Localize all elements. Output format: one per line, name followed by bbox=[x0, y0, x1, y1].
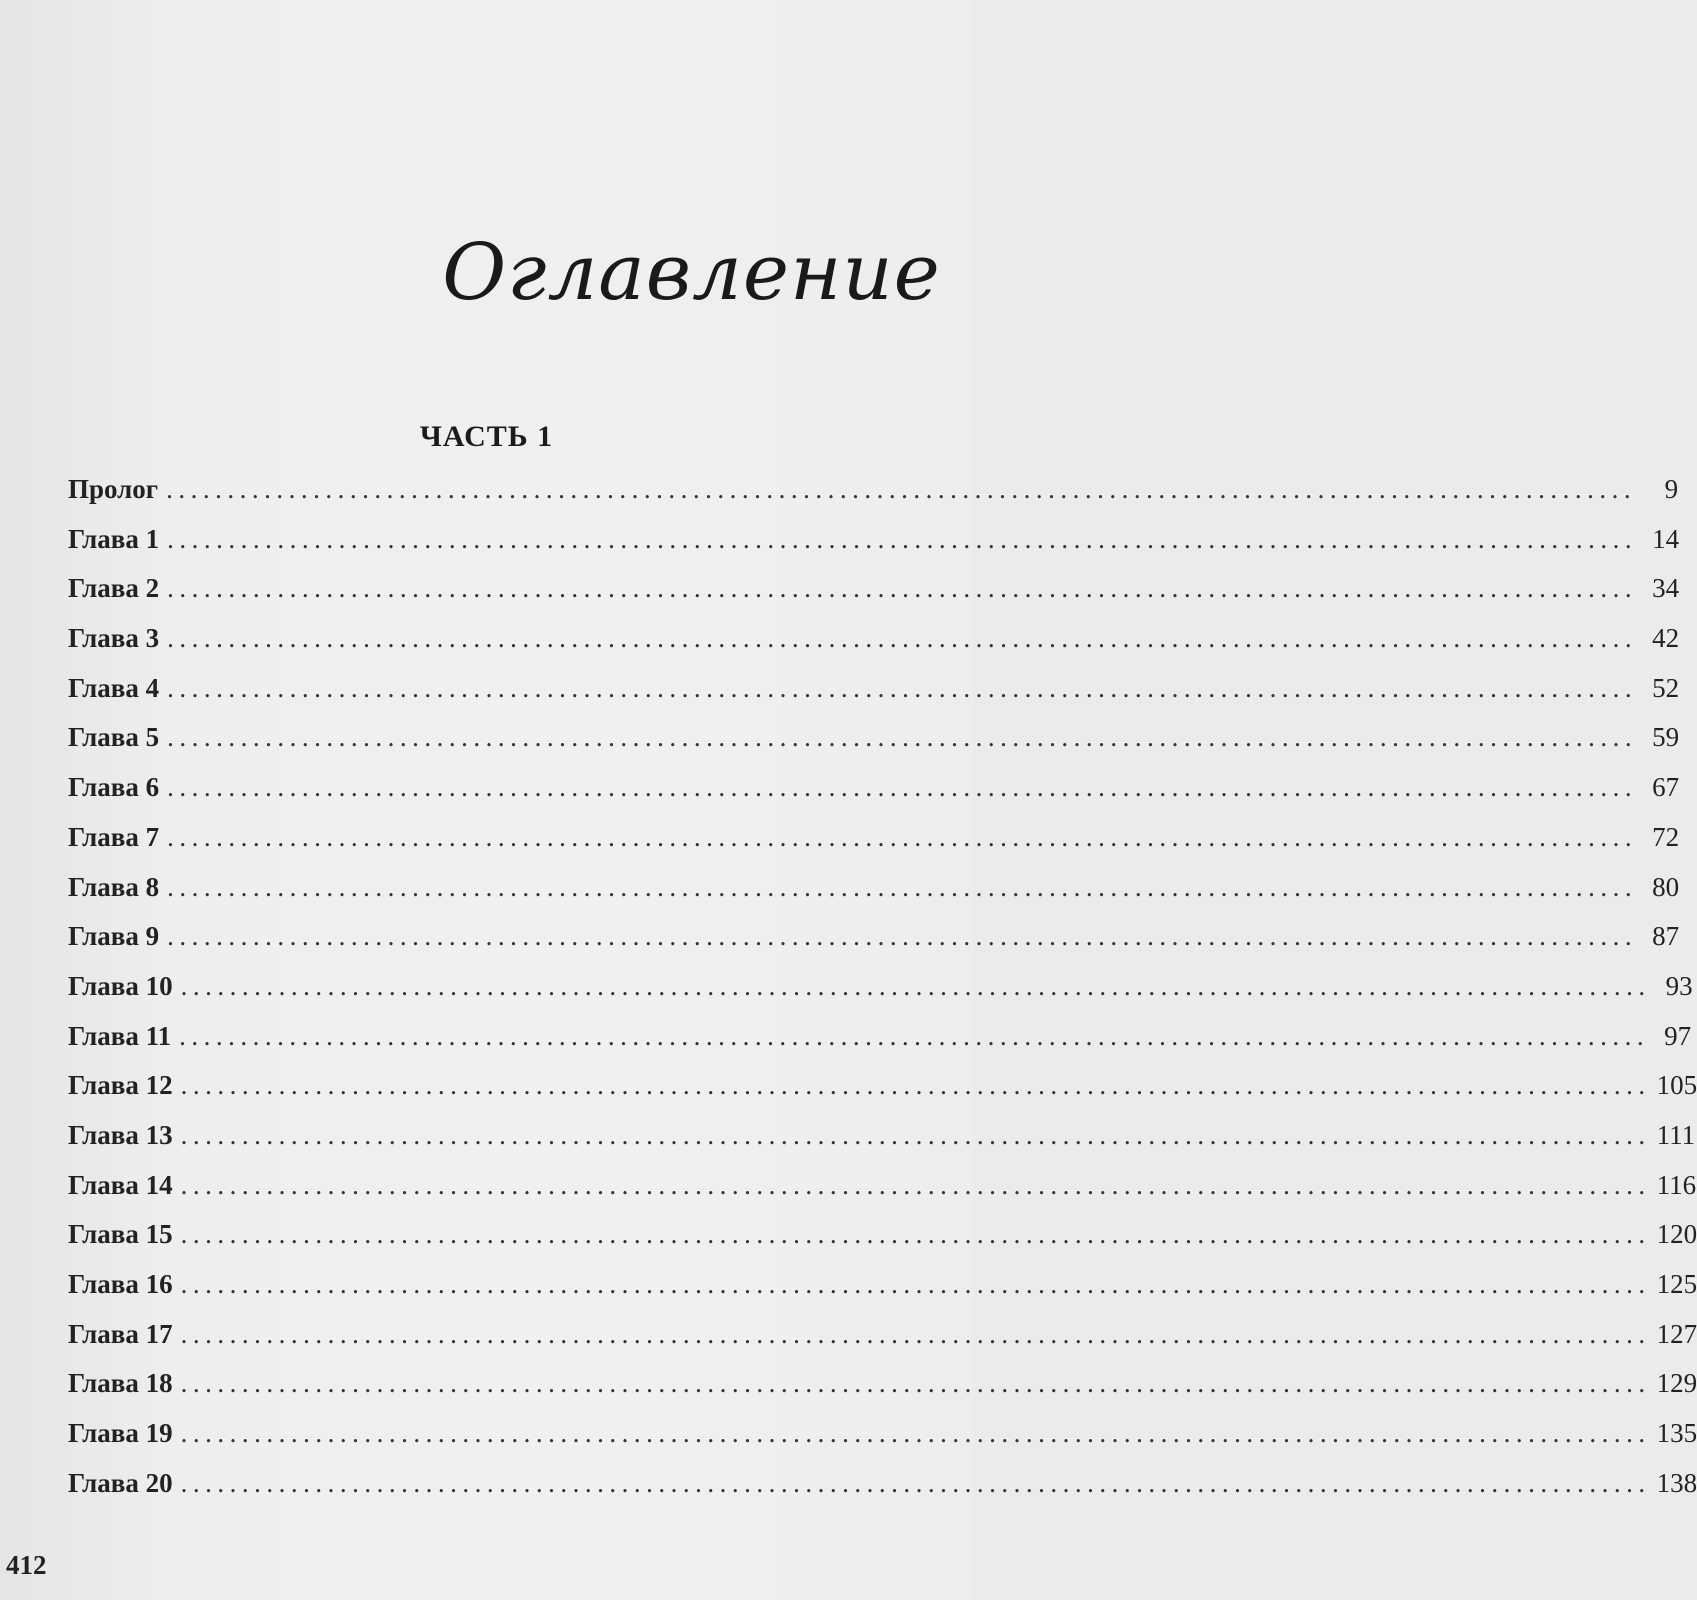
toc-entry-label: Глава 2 bbox=[68, 573, 160, 604]
toc-entry-label: Глава 15 bbox=[68, 1219, 173, 1250]
toc-entry bbox=[68, 621, 1680, 671]
dot-leader: ........................................................................................................................ bbox=[180, 1269, 1651, 1299]
dot-leader: ........................................................................................................................ bbox=[167, 871, 1638, 902]
toc-heading bbox=[0, 228, 973, 318]
toc-entry bbox=[68, 1466, 1697, 1516]
toc-entry bbox=[68, 1217, 1697, 1267]
toc-entry-page: 138 bbox=[1656, 1467, 1697, 1498]
toc-entry bbox=[68, 1019, 1692, 1069]
toc-entry-page: 67 bbox=[1652, 772, 1680, 803]
toc-entry-label: Глава 7 bbox=[68, 821, 160, 852]
toc-entry-page: 93 bbox=[1665, 970, 1693, 1001]
toc-entry-label: Глава 16 bbox=[68, 1269, 173, 1299]
toc-entry-page: 125 bbox=[1656, 1269, 1697, 1299]
page-number: 412 bbox=[6, 1550, 47, 1580]
dot-leader: ........................................................................................................................ bbox=[180, 1418, 1651, 1449]
dot-leader: ........................................................................................................................ bbox=[180, 1368, 1651, 1399]
toc-entry bbox=[68, 1168, 1697, 1218]
toc-entry bbox=[68, 1317, 1697, 1367]
part-title: ЧАСТЬ 1 bbox=[419, 420, 554, 453]
dot-leader: ........................................................................................................................ bbox=[180, 1467, 1651, 1498]
toc-entry-page: 129 bbox=[1656, 1368, 1697, 1399]
toc-entry-label: Глава 12 bbox=[68, 1070, 173, 1101]
toc-entry-label: Глава 5 bbox=[68, 722, 160, 753]
toc-entry bbox=[68, 1416, 1697, 1466]
toc-entry bbox=[68, 919, 1680, 969]
dot-leader: ........................................................................................................................ bbox=[180, 1318, 1651, 1349]
toc-entry-page: 111 bbox=[1656, 1119, 1696, 1150]
toc-entry-label: Глава 3 bbox=[68, 623, 160, 654]
dot-leader: ........................................................................................................................ bbox=[167, 672, 1638, 703]
toc-entry-page: 59 bbox=[1652, 722, 1680, 753]
toc-entry-label: Глава 17 bbox=[68, 1318, 173, 1349]
toc-entry-label: Глава 4 bbox=[68, 672, 160, 703]
toc-entry-label: Глава 9 bbox=[68, 921, 160, 952]
dot-leader: ........................................................................................................................ bbox=[180, 1070, 1651, 1101]
toc-entry bbox=[68, 720, 1680, 770]
dot-leader: ........................................................................................................................ bbox=[167, 573, 1638, 604]
toc-entry bbox=[68, 571, 1680, 621]
toc-entry bbox=[68, 522, 1680, 572]
toc-entry-label: Глава 8 bbox=[68, 871, 160, 902]
toc-entry-page: 116 bbox=[1656, 1169, 1697, 1200]
dot-leader: ........................................................................................................................ bbox=[180, 970, 1651, 1001]
toc-entry bbox=[68, 1366, 1697, 1416]
toc-entry bbox=[68, 1267, 1697, 1317]
toc-entry-page: 97 bbox=[1664, 1020, 1692, 1051]
toc-entry-label: Глава 19 bbox=[68, 1418, 173, 1449]
dot-leader: ........................................................................................................................ bbox=[167, 772, 1638, 803]
toc-entry-label: Глава 13 bbox=[68, 1119, 173, 1150]
toc-entry-label: Глава 11 bbox=[68, 1020, 172, 1051]
toc-entry-page: 120 bbox=[1656, 1219, 1697, 1250]
dot-leader: ........................................................................................................................ bbox=[167, 821, 1638, 852]
toc-entry-page: 72 bbox=[1652, 821, 1680, 852]
toc-entry-label: Глава 10 bbox=[68, 970, 173, 1001]
toc-entry-page: 34 bbox=[1652, 573, 1680, 604]
dot-leader: ........................................................................................................................ bbox=[166, 474, 1637, 504]
toc-entry bbox=[68, 770, 1680, 820]
toc-entry-label: Глава 6 bbox=[68, 772, 160, 803]
toc-entry-page: 127 bbox=[1656, 1318, 1697, 1349]
toc-entry bbox=[68, 870, 1680, 920]
dot-leader: ........................................................................................................................ bbox=[167, 623, 1638, 654]
toc-entry-label: Глава 20 bbox=[68, 1467, 173, 1498]
toc-entry-label: Глава 14 bbox=[68, 1169, 173, 1200]
dot-leader: ........................................................................................................................ bbox=[167, 921, 1638, 952]
toc-entry-page: 105 bbox=[1656, 1070, 1697, 1101]
toc-entry-page: 52 bbox=[1652, 672, 1680, 703]
toc-heading-text: Оглавление bbox=[442, 228, 941, 318]
toc-entry-label: Глава 1 bbox=[68, 523, 160, 554]
toc-entry bbox=[68, 820, 1680, 870]
toc-entry bbox=[68, 671, 1680, 721]
toc-list bbox=[68, 472, 1697, 1515]
toc-entry bbox=[68, 1118, 1696, 1168]
dot-leader: ........................................................................................................................ bbox=[167, 523, 1638, 554]
toc-entry-page: 14 bbox=[1652, 523, 1680, 554]
dot-leader: ........................................................................................................................ bbox=[167, 722, 1638, 753]
dot-leader: ........................................................................................................................ bbox=[179, 1020, 1650, 1051]
toc-entry-page: 80 bbox=[1652, 871, 1680, 902]
dot-leader: ........................................................................................................................ bbox=[180, 1119, 1651, 1150]
dot-leader: ........................................................................................................................ bbox=[180, 1219, 1651, 1250]
toc-entry-label: Глава 18 bbox=[68, 1368, 173, 1399]
toc-entry bbox=[68, 472, 1679, 522]
toc-entry-label: Пролог bbox=[68, 474, 159, 504]
toc-entry-page: 9 bbox=[1664, 474, 1679, 504]
dot-leader: ........................................................................................................................ bbox=[180, 1169, 1651, 1200]
toc-entry-page: 42 bbox=[1652, 623, 1680, 654]
toc-entry-page: 87 bbox=[1652, 921, 1680, 952]
toc-entry bbox=[68, 1068, 1697, 1118]
toc-entry-page: 135 bbox=[1656, 1418, 1697, 1449]
toc-entry bbox=[68, 969, 1693, 1019]
